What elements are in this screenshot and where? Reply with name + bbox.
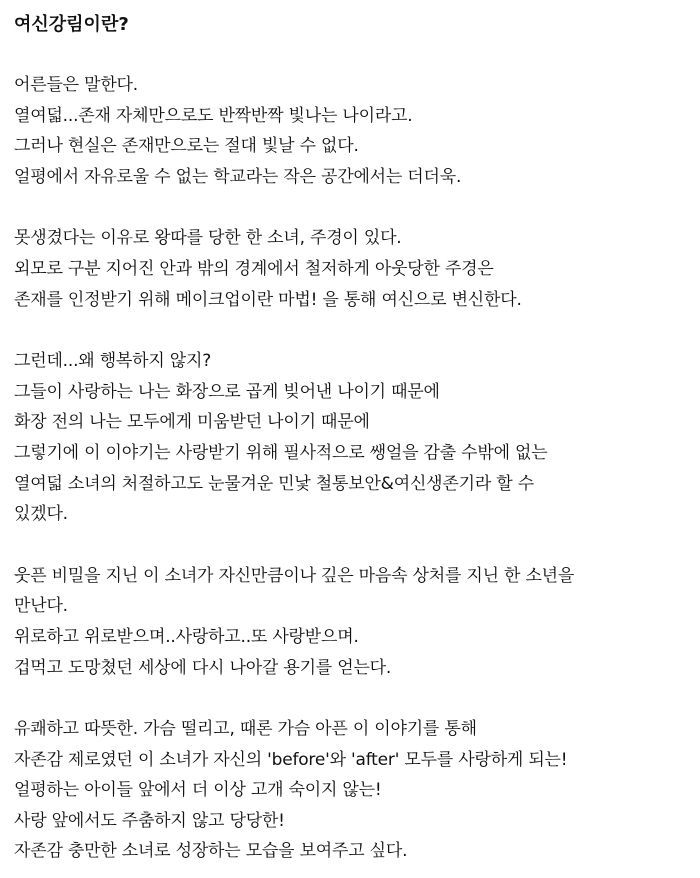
paragraph-conflict (14, 346, 680, 530)
page-title: 여신강림이란? (14, 14, 129, 35)
text-line: 열여덟 소녀의 처절하고도 눈물겨운 민낯 철통보안&여신생존기라 할 수 (14, 473, 534, 494)
paragraph-encounter (14, 561, 680, 683)
text-line: 얼평에서 자유로울 수 없는 학교라는 작은 공간에서는 더더욱. (14, 166, 462, 187)
text-line: 열여덟...존재 자체만으로도 반짝반짝 빛나는 나이라고. (14, 105, 413, 126)
text-line: 외모로 구분 지어진 안과 밖의 경계에서 철저하게 아웃당한 주경은 (14, 258, 494, 279)
text-line: 자존감 제로였던 이 소녀가 자신의 'before'와 'after' 모두를 사랑하게 되는! (14, 749, 568, 770)
paragraph-intro (14, 70, 680, 192)
text-line: 유쾌하고 따뜻한. 가슴 떨리고, 때론 가슴 아픈 이 이야기를 통해 (14, 719, 477, 740)
text-line: 존재를 인정받기 위해 메이크업이란 마법! 을 통해 여신으로 변신한다. (14, 289, 522, 310)
text-line: 있겠다. (14, 504, 68, 525)
text-line: 그들이 사랑하는 나는 화장으로 곱게 빚어낸 나이기 때문에 (14, 381, 440, 402)
text-line: 사랑 앞에서도 주춤하지 않고 당당한! (14, 810, 285, 831)
text-line: 그러나 현실은 존재만으로는 절대 빛날 수 없다. (14, 136, 359, 157)
paragraph-message (14, 714, 680, 867)
text-line: 겁먹고 도망쳤던 세상에 다시 나아갈 용기를 얻는다. (14, 657, 392, 678)
text-line: 그런데...왜 행복하지 않지? (14, 351, 212, 372)
paragraph-protagonist (14, 223, 680, 315)
text-line: 얼평하는 아이들 앞에서 더 이상 고개 숙이지 않는! (14, 780, 382, 801)
text-line: 못생겼다는 이유로 왕따를 당한 한 소녀, 주경이 있다. (14, 228, 402, 249)
text-line: 위로하고 위로받으며..사랑하고..또 사랑받으며. (14, 626, 359, 647)
text-line: 만난다. (14, 596, 68, 617)
text-line: 화장 전의 나는 모두에게 미움받던 나이기 때문에 (14, 412, 370, 433)
text-line: 어른들은 말한다. (14, 75, 138, 95)
text-line: 그렇기에 이 이야기는 사랑받기 위해 필사적으로 쌩얼을 감출 수밖에 없는 (14, 442, 548, 463)
text-line: 자존감 충만한 소녀로 성장하는 모습을 보여주고 싶다. (14, 841, 408, 862)
text-line: 웃픈 비밀을 지닌 이 소녀가 자신만큼이나 깊은 마음속 상처를 지닌 한 소년을 (14, 565, 575, 586)
